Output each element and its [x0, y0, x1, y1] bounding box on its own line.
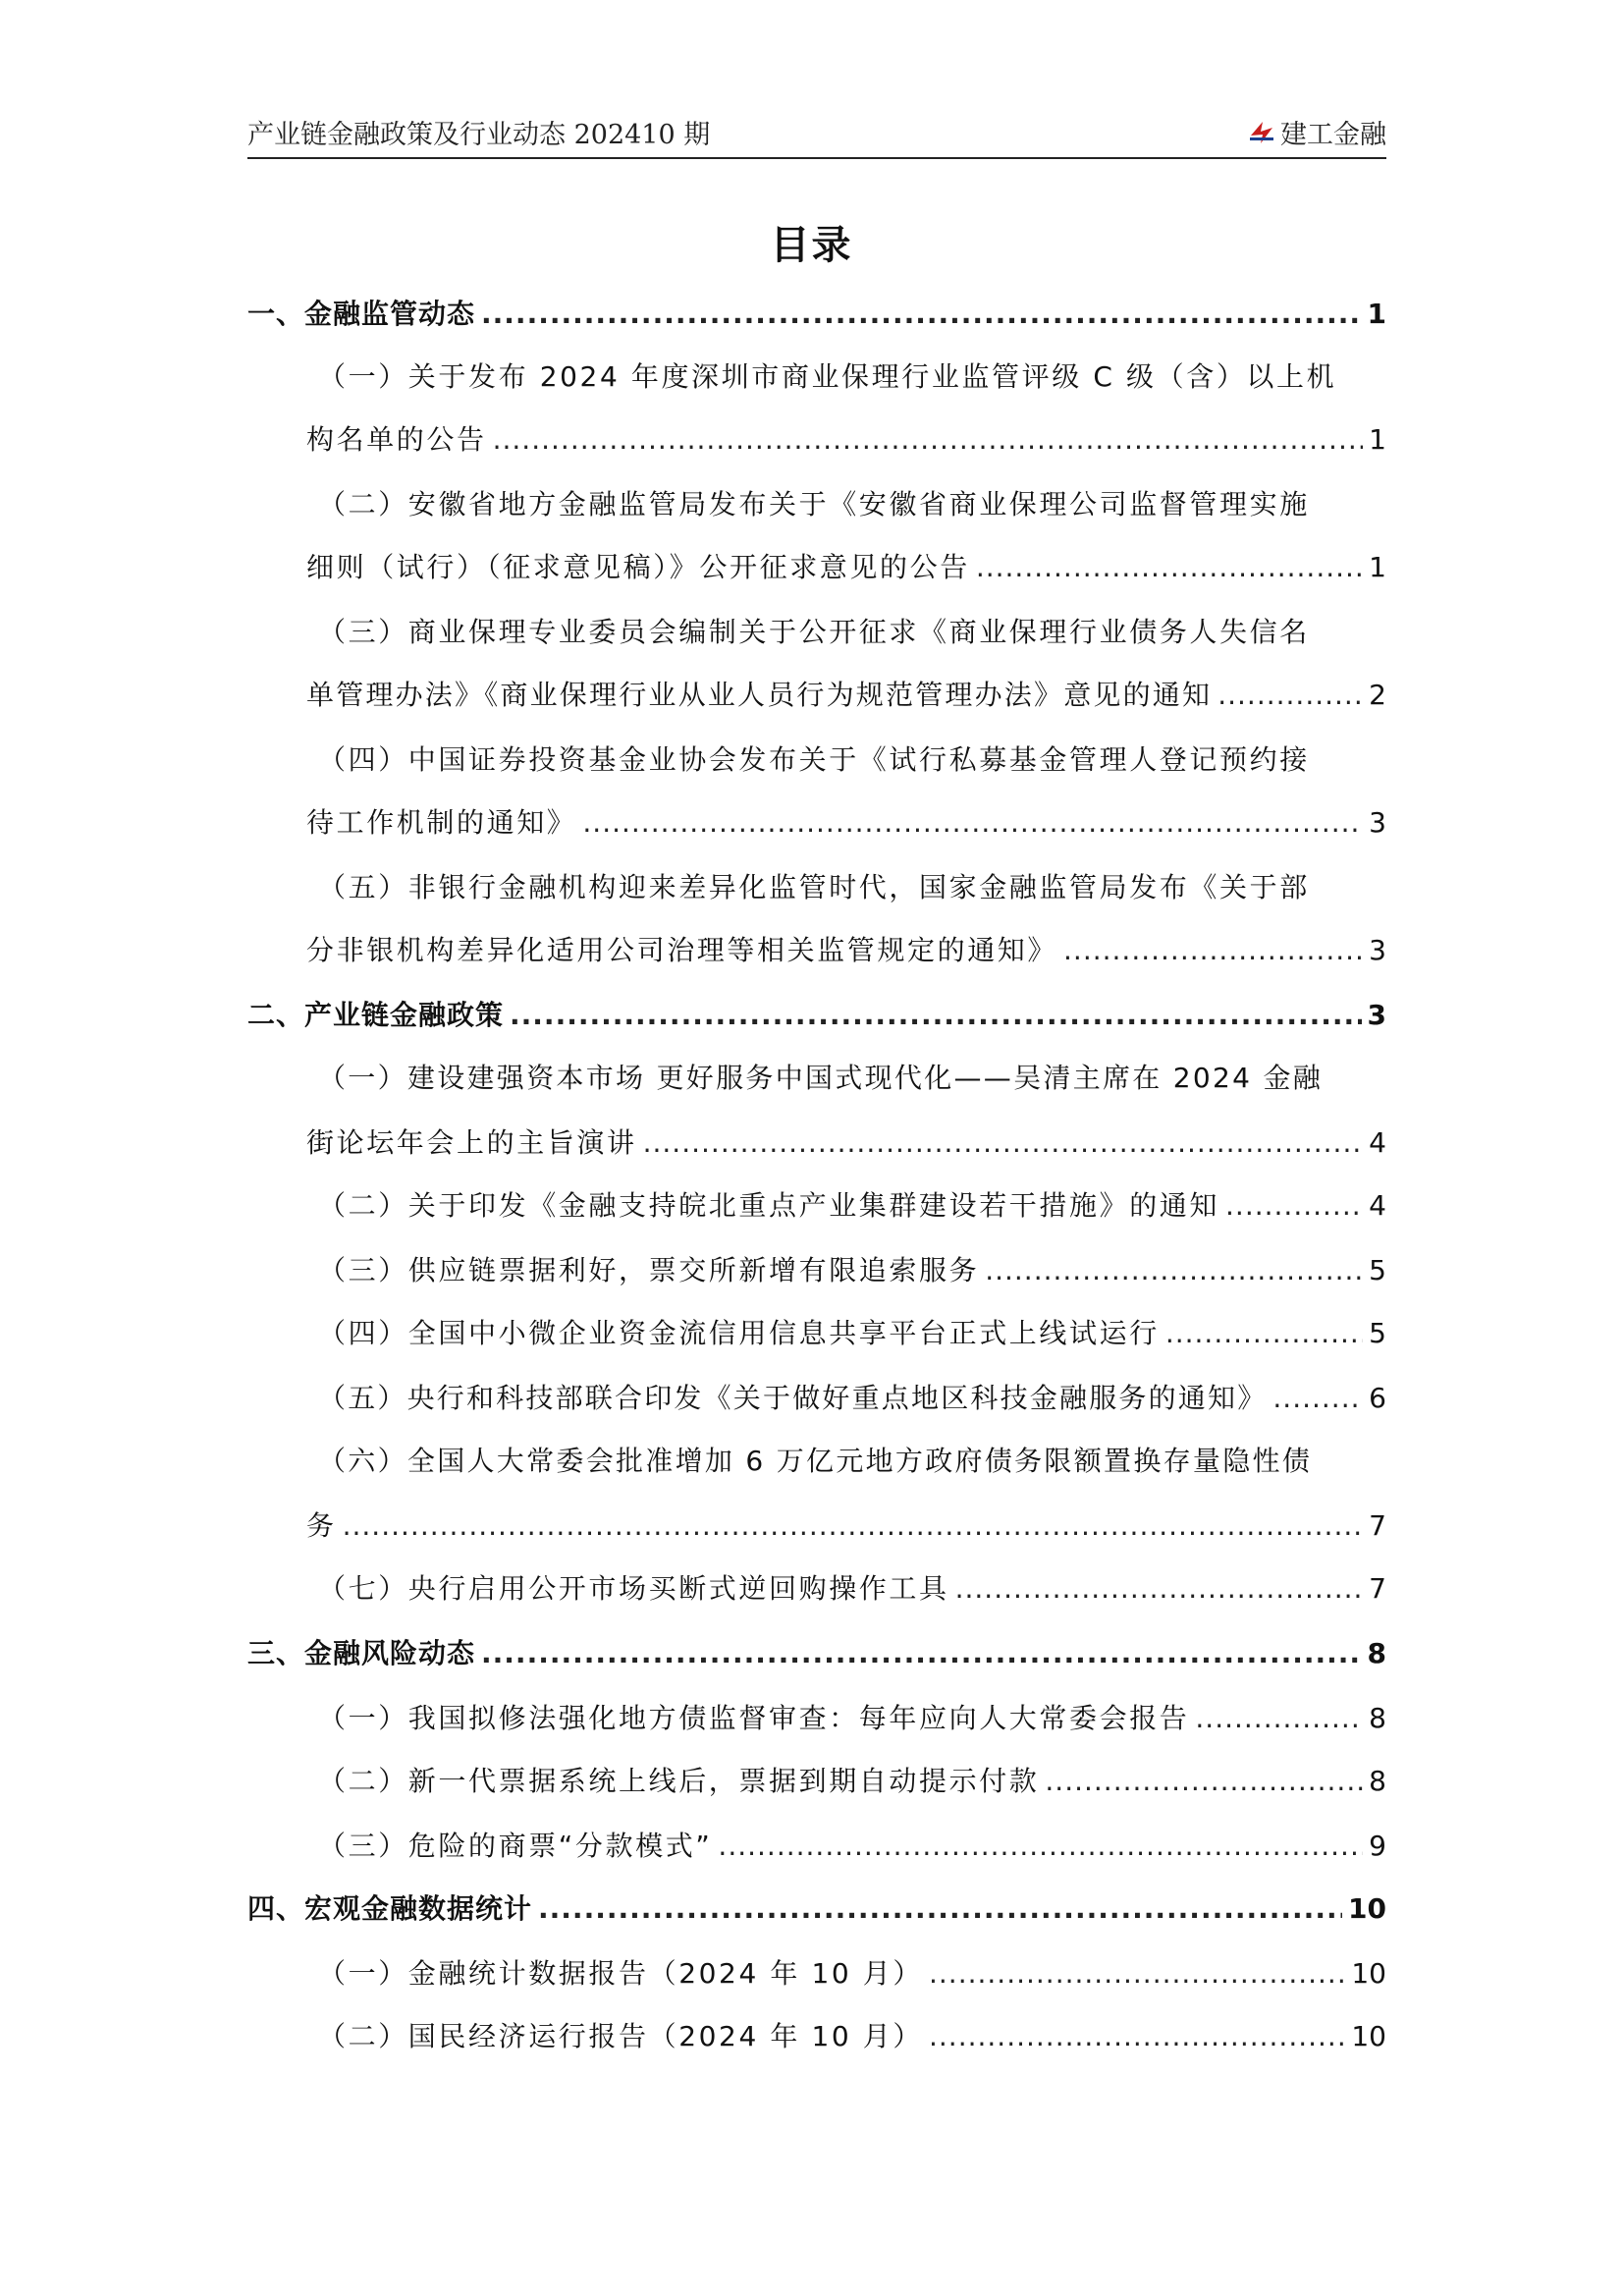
toc-entry-label: 细则（试行）（征求意见稿）》公开征求意见的公告 — [306, 551, 970, 583]
toc-entry-1-3-line1[interactable]: （三）商业保理专业委员会编制关于公开征求《商业保理行业债务人失信名 — [318, 616, 1310, 648]
toc-entry-label: （一）我国拟修法强化地方债监督审查：每年应向人大常委会报告 — [318, 1702, 1190, 1734]
page-header — [247, 116, 1386, 159]
toc-entry-3-3[interactable] — [247, 1825, 1386, 1864]
toc-page-number: 4 — [1369, 1189, 1386, 1222]
toc-entry-label: （四）全国中小微企业资金流信用信息共享平台正式上线试运行 — [318, 1317, 1160, 1349]
leader-dots — [985, 1254, 1363, 1286]
toc-entry-4-1[interactable] — [247, 1952, 1386, 1992]
brand-logo-icon — [1247, 118, 1276, 147]
toc-entry-label: 街论坛年会上的主旨演讲 — [306, 1126, 637, 1159]
toc-page-number: 1 — [1369, 423, 1386, 456]
toc-page-number: 7 — [1369, 1572, 1386, 1605]
toc-page-number: 3 — [1367, 999, 1386, 1031]
toc-page-number: 10 — [1351, 2020, 1386, 2052]
toc-entry-2-7[interactable] — [247, 1567, 1386, 1607]
leader-dots — [1195, 1702, 1363, 1734]
toc-page-number: 2 — [1369, 679, 1386, 711]
toc-entry-2-6-line1[interactable]: （六）全国人大常委会批准增加 6 万亿元地方政府债务限额置换存量隐性债 — [318, 1445, 1313, 1477]
toc-page-number: 6 — [1369, 1382, 1386, 1414]
toc-entry-label: 待工作机制的通知》 — [306, 806, 577, 839]
leader-dots — [643, 1126, 1364, 1159]
leader-dots — [976, 551, 1363, 583]
toc-page-number: 8 — [1369, 1702, 1386, 1734]
toc-entry-label: （二）关于印发《金融支持皖北重点产业集群建设若干措施》的通知 — [318, 1189, 1220, 1222]
toc-entry-3-2[interactable] — [247, 1760, 1386, 1799]
toc-entry-label: （二）国民经济运行报告（2024 年 10 月） — [318, 2020, 923, 2052]
toc-page-number: 8 — [1369, 1765, 1386, 1797]
toc-entry-1-3[interactable] — [247, 674, 1386, 713]
toc-entry-label: 一、金融监管动态 — [247, 298, 476, 330]
toc-page-number: 9 — [1369, 1830, 1386, 1862]
toc-entry-1-1[interactable] — [247, 418, 1386, 458]
toc-entry-label: （五）央行和科技部联合印发《关于做好重点地区科技金融服务的通知》 — [318, 1382, 1268, 1414]
toc-entry-2-5[interactable] — [247, 1377, 1386, 1416]
toc-page-number: 1 — [1367, 298, 1386, 330]
page-title: 目录 — [770, 223, 853, 268]
toc-entry-label: 三、金融风险动态 — [247, 1637, 476, 1669]
toc-page-number: 3 — [1369, 934, 1386, 966]
toc-entry-1-2[interactable] — [247, 546, 1386, 585]
toc-entry-label: （七）央行启用公开市场买断式逆回购操作工具 — [318, 1572, 949, 1605]
leader-dots — [510, 999, 1362, 1031]
leader-dots — [538, 1892, 1342, 1925]
toc-entry-label: 构名单的公告 — [306, 423, 487, 456]
toc-section-4[interactable] — [247, 1887, 1386, 1927]
toc-page-number: 10 — [1351, 1957, 1386, 1990]
toc-entry-2-1[interactable] — [247, 1121, 1386, 1161]
toc-entry-1-1-line1[interactable]: （一）关于发布 2024 年度深圳市商业保理行业监管评级 C 级（含）以上机 — [318, 360, 1337, 393]
leader-dots — [718, 1830, 1363, 1862]
toc-page-number: 5 — [1369, 1317, 1386, 1349]
leader-dots — [929, 1957, 1345, 1990]
toc-entry-3-1[interactable] — [247, 1697, 1386, 1736]
leader-dots — [1045, 1765, 1363, 1797]
toc-section-3[interactable] — [247, 1632, 1386, 1671]
toc-entry-label: 二、产业链金融政策 — [247, 999, 505, 1031]
toc-entry-label: 分非银机构差异化适用公司治理等相关监管规定的通知》 — [306, 934, 1058, 966]
leader-dots — [1063, 934, 1363, 966]
leader-dots — [481, 298, 1362, 330]
leader-dots — [1272, 1382, 1363, 1414]
leader-dots — [582, 806, 1363, 839]
leader-dots — [929, 2020, 1345, 2052]
toc-page-number: 3 — [1369, 806, 1386, 839]
toc-entry-4-2[interactable] — [247, 2015, 1386, 2054]
leader-dots — [1225, 1189, 1363, 1222]
toc-entry-label: （三）供应链票据利好，票交所新增有限追索服务 — [318, 1254, 980, 1286]
brand-name: 建工金融 — [1280, 120, 1386, 150]
toc-entry-1-2-line1[interactable]: （二）安徽省地方金融监管局发布关于《安徽省商业保理公司监督管理实施 — [318, 488, 1310, 520]
leader-dots — [481, 1637, 1362, 1669]
toc-section-2[interactable] — [247, 994, 1386, 1033]
toc-page-number: 7 — [1369, 1509, 1386, 1542]
toc-entry-2-1-line1[interactable]: （一）建设建强资本市场 更好服务中国式现代化——吴清主席在 2024 金融 — [318, 1062, 1324, 1094]
toc-entry-label: （一）金融统计数据报告（2024 年 10 月） — [318, 1957, 923, 1990]
header-brand — [1247, 113, 1386, 151]
leader-dots — [343, 1509, 1364, 1542]
toc-entry-label: 单管理办法》《商业保理行业从业人员行为规范管理办法》意见的通知 — [306, 679, 1213, 711]
toc-section-1[interactable] — [247, 293, 1386, 332]
toc-entry-label: 务 — [306, 1509, 337, 1542]
toc-page-number: 4 — [1369, 1126, 1386, 1159]
toc-entry-1-5[interactable] — [247, 929, 1386, 968]
leader-dots — [493, 423, 1364, 456]
toc-entry-label: （二）新一代票据系统上线后，票据到期自动提示付款 — [318, 1765, 1040, 1797]
leader-dots — [1217, 679, 1363, 711]
toc-entry-1-4[interactable] — [247, 801, 1386, 841]
toc-entry-2-4[interactable] — [247, 1312, 1386, 1351]
toc-entry-1-5-line1[interactable]: （五）非银行金融机构迎来差异化监管时代，国家金融监管局发布《关于部 — [318, 871, 1310, 903]
header-publication-title: 产业链金融政策及行业动态 202410 期 — [247, 120, 711, 150]
toc-entry-1-4-line1[interactable]: （四）中国证券投资基金业协会发布关于《试行私募基金管理人登记预约接 — [318, 743, 1310, 776]
toc-page-number: 1 — [1369, 551, 1386, 583]
toc-entry-label: （三）危险的商票“分款模式” — [318, 1830, 713, 1862]
toc-page-number: 5 — [1369, 1254, 1386, 1286]
toc-entry-label: 四、宏观金融数据统计 — [247, 1892, 533, 1925]
leader-dots — [955, 1572, 1364, 1605]
toc-page-number: 10 — [1348, 1892, 1386, 1925]
toc-entry-2-2[interactable] — [247, 1184, 1386, 1224]
toc-entry-2-6[interactable] — [247, 1504, 1386, 1544]
toc-entry-2-3[interactable] — [247, 1249, 1386, 1288]
leader-dots — [1165, 1317, 1363, 1349]
toc-page-number: 8 — [1367, 1637, 1386, 1669]
